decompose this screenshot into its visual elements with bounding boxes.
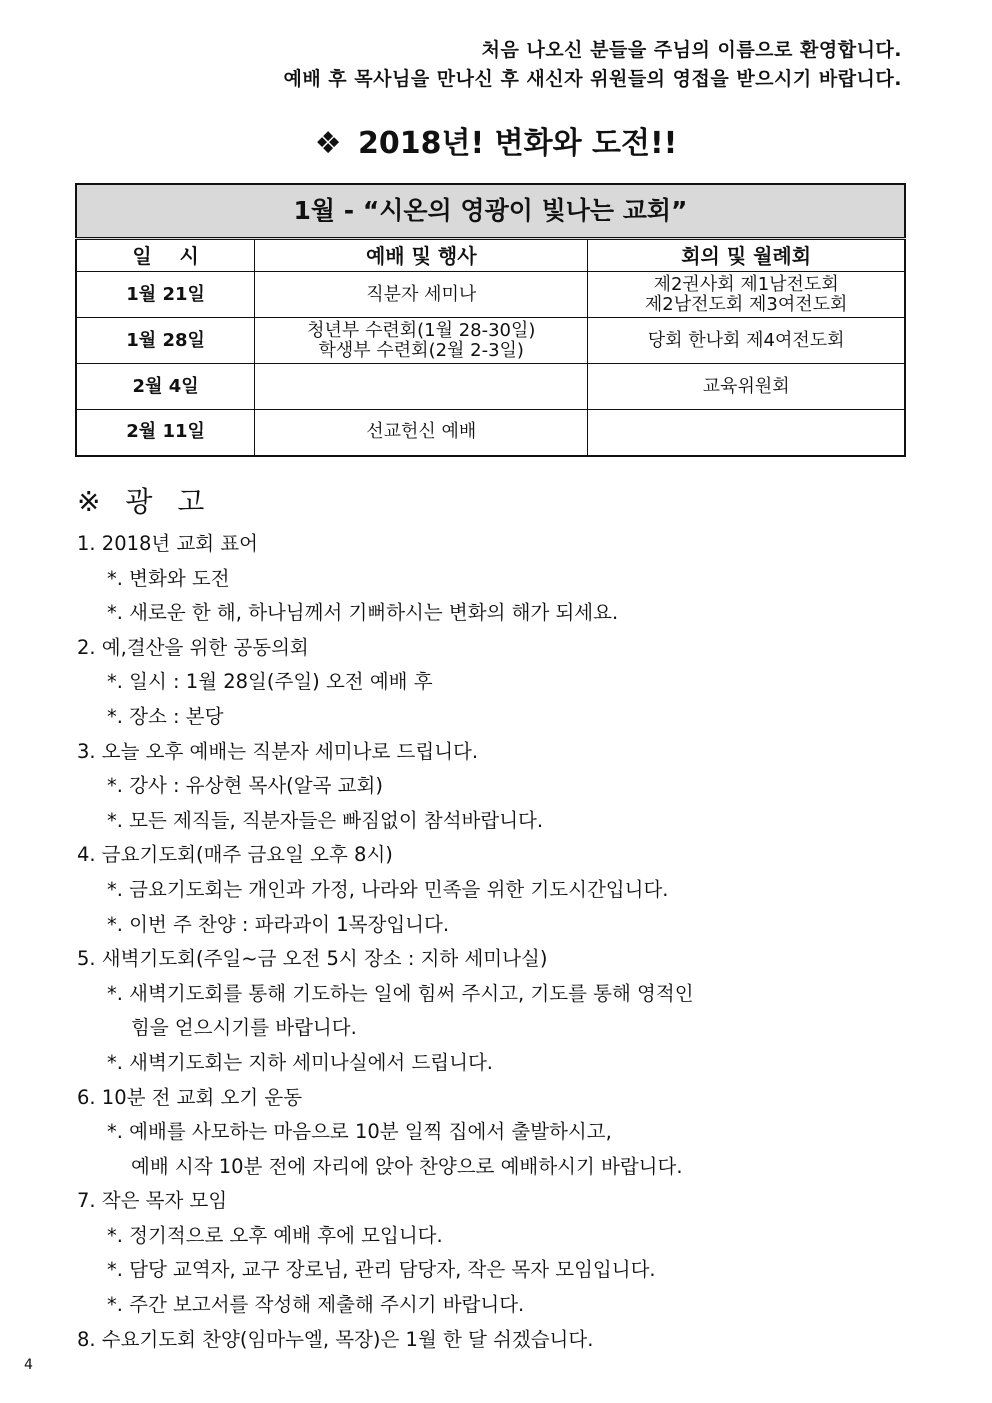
announcement-detail: *. 담당 교역자, 교구 장로님, 관리 담당자, 작은 목자 모임입니다. [107,1258,656,1282]
row-meeting [588,318,905,364]
meeting-line: 교육위원회 [702,375,790,397]
row-meeting [588,364,905,410]
row-date: 2월 4일 [76,364,255,410]
table-row [76,272,905,318]
announcement-detail-continued: 예배 시작 10분 전에 자리에 앉아 찬양으로 예배하시기 바랍니다. [131,1154,683,1178]
announcement-detail: *. 이번 주 찬양 : 파라과이 1목장입니다. [107,912,450,936]
table-row [76,410,905,456]
row-meeting [588,410,905,456]
announcement-heading: 7. 작은 목자 모임 [77,1189,228,1213]
meeting-line: 당회 한나회 제4여전도회 [647,329,845,351]
row-meeting [588,272,905,318]
row-date: 2월 11일 [76,410,255,456]
announcement-heading: 3. 오늘 오후 예배는 직분자 세미나로 드립니다. [77,739,479,763]
row-event [255,364,588,410]
announcement-heading: 1. 2018년 교회 표어 [77,532,259,555]
welcome-line-1: 처음 나오신 분들을 주님의 이름으로 환영합니다. [481,39,902,61]
meeting-line: 제2남전도회 제3여전도회 [644,293,848,315]
table-row [76,364,905,410]
row-event [255,318,588,364]
row-date: 1월 28일 [76,318,255,364]
announcement-detail: *. 새벽기도회를 통해 기도하는 일에 힘써 주시고, 기도를 통해 영적인 [107,981,694,1005]
announcement-heading: 8. 수요기도회 찬양(임마누엘, 목장)은 1월 한 달 쉬겠습니다. [77,1327,594,1351]
diamond-bullet-icon: ❖ [314,126,342,161]
schedule-title: 1월 - “시온의 영광이 빛나는 교회” [76,184,905,239]
announcement-detail: *. 새벽기도회는 지하 세미나실에서 드립니다. [107,1050,494,1074]
announcement-heading: 5. 새벽기도회(주일~금 오전 5시 장소 : 지하 세미나실) [77,947,548,971]
event-line: 학생부 수련회(2월 2-3일) [318,339,524,361]
meeting-line: 제2권사회 제1남전도회 [653,273,839,295]
announcement-heading: 2. 예,결산을 위한 공동의회 [77,635,309,659]
event-line: 직분자 세미나 [366,283,477,305]
event-line: 청년부 수련회(1월 28-30일) [307,319,536,341]
announcement-detail: *. 강사 : 유상현 목사(알곡 교회) [107,774,383,798]
row-date: 1월 21일 [76,272,255,318]
announcement-detail-continued: 힘을 얻으시기를 바랍니다. [131,1016,357,1040]
main-title-text: 2018년! 변화와 도전!! [358,126,678,161]
column-header-date: 일 시 [76,239,255,272]
announcement-detail: *. 예배를 사모하는 마음으로 10분 일찍 집에서 출발하시고, [107,1120,612,1144]
table-row [76,318,905,364]
announcement-heading: 4. 금요기도회(매주 금요일 오후 8시) [77,843,393,867]
welcome-message [102,36,902,94]
announcement-heading: 6. 10분 전 교회 오기 운동 [77,1085,303,1109]
announcement-detail: *. 일시 : 1월 28일(주일) 오전 예배 후 [107,670,433,694]
announcement-detail: *. 주간 보고서를 작성해 제출해 주시기 바랍니다. [107,1293,525,1317]
column-header-event: 예배 및 행사 [255,239,588,272]
announcement-detail: *. 새로운 한 해, 하나님께서 기뻐하시는 변화의 해가 되세요. [107,601,619,625]
announcement-detail: *. 모든 제직들, 직분자들은 빠짐없이 참석바랍니다. [107,808,544,832]
page-number: 4 [24,1357,33,1373]
announcement-detail: *. 정기적으로 오후 예배 후에 모입니다. [107,1223,443,1247]
welcome-line-2: 예배 후 목사님을 만나신 후 새신자 위원들의 영접을 받으시기 바랍니다. [283,68,902,90]
announcements-title: ※ 광 고 [77,485,213,518]
schedule-table [75,183,906,457]
announcement-detail: *. 장소 : 본당 [107,704,224,728]
event-line: 선교헌신 예배 [366,421,477,443]
column-header-meeting: 회의 및 월례회 [588,239,905,272]
announcement-detail: *. 금요기도회는 개인과 가정, 나라와 민족을 위한 기도시간입니다. [107,877,669,901]
announcement-detail: *. 변화와 도전 [107,566,230,590]
announcements-list [77,527,907,1357]
row-event [255,410,588,456]
main-title [0,118,992,162]
row-event [255,272,588,318]
